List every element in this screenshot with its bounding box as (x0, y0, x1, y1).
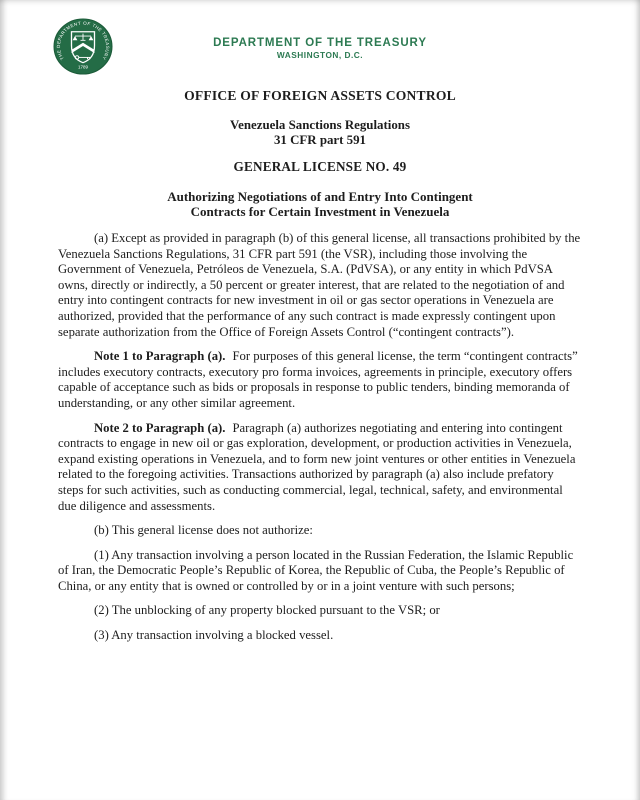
item-1: (1) Any transaction involving a person located in the Russian Federation, the Islamic Republic of Iran, the Democratic People’s Republic of Korea, the Republic of Cuba, the People’s Republic of China, or any entity that is owned or controlled by or in a joint venture with such persons; (58, 547, 574, 593)
department-name: DEPARTMENT OF THE TREASURY (213, 37, 427, 49)
subject-title-line2: Contracts for Certain Investment in Venezuela (190, 204, 450, 219)
paragraph-a: (a) Except as provided in paragraph (b) of this general license, all transactions prohibited by the Venezuela Sanctions Regulations, 31 CFR part 591 (the VSR), including those involving the Government of Venezuela, Petróleos de Venezuela, S.A. (PdVSA), or any entity in which PdVSA owns, directly or indirectly, a 50 percent or greater interest, that are related to the negotiation of and entry into contingent contracts for new investment in oil or gas sector operations in Venezuela are authorized, provided that the performance of any such contract is made expressly contingent upon separate authorization from the Office of Foreign Assets Control (“contingent contracts”). (58, 231, 581, 339)
regulations-title-line1: Venezuela Sanctions Regulations (229, 118, 410, 132)
paragraph-b: (b) This general license does not authorize: (94, 523, 313, 538)
seal-year: 1789 (78, 64, 88, 70)
subject-title-line1: Authorizing Negotiations of and Entry Into Contingent (167, 189, 473, 204)
seal-ring-text: THE DEPARTMENT OF THE TREASURY (55, 20, 111, 61)
note-2 (58, 421, 582, 515)
note-1 (58, 349, 582, 411)
note-2-label: Note 2 to Paragraph (a). (94, 420, 226, 435)
item-3: (3) Any transaction involving a blocked vessel. (94, 628, 334, 643)
note-1-text: For purposes of this general license, the term “contingent contracts” includes executory contracts, executory pro forma invoices, agreements in principle, executory offers capable of acceptance such as bids or proposals in response to public tenders, binding memoranda of understanding, or any other similar agreement. (58, 349, 578, 410)
subject-title (0, 189, 640, 219)
regulations-title (0, 118, 640, 148)
treasury-seal-icon (53, 18, 113, 75)
note-2-text: Paragraph (a) authorizes negotiating and entering into contingent contracts to engage in new oil or gas exploration, development, or production activities in Venezuela, expand existing operations in Venezuela, and to form new joint ventures or other entities in Venezuela related to the foregoing activities. Transactions authorized by paragraph (a) also include prefatory steps for such activities, such as conducting commercial, legal, technical, safety, and environmental due diligence and assessments. (58, 420, 576, 513)
office-title: OFFICE OF FOREIGN ASSETS CONTROL (184, 88, 456, 103)
department-location: WASHINGTON, D.C. (276, 50, 364, 60)
regulations-title-line2: 31 CFR part 591 (273, 133, 367, 147)
note-1-label: Note 1 to Paragraph (a). (94, 349, 226, 364)
document-body (0, 231, 640, 644)
license-number-title: GENERAL LICENSE NO. 49 (233, 159, 407, 174)
treasury-seal (53, 18, 113, 75)
item-2: (2) The unblocking of any property blocked pursuant to the VSR; or (94, 603, 440, 618)
